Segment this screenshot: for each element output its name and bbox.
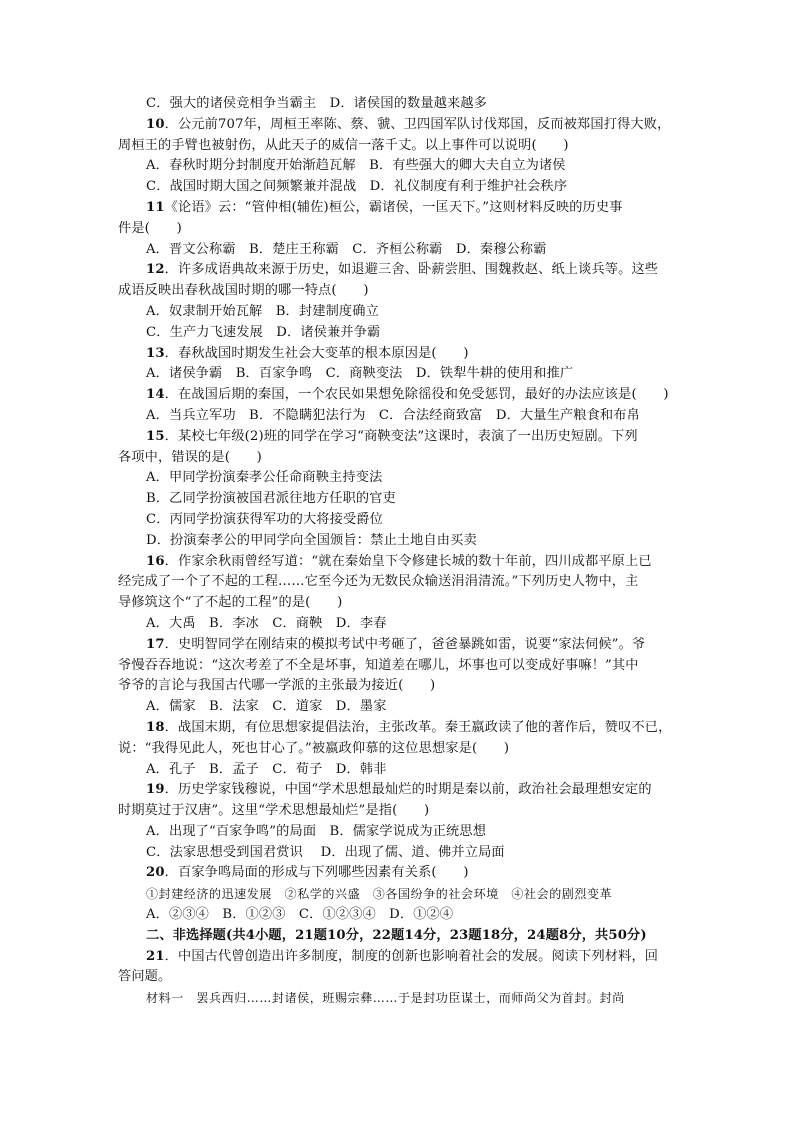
question-number: 11	[146, 199, 165, 215]
text-line	[118, 468, 678, 489]
question-14-line	[118, 385, 678, 406]
text-line	[118, 656, 678, 677]
question-number: 13	[146, 345, 165, 361]
line-text: ．春秋战国时期发生社会大变革的根本原因是( )	[164, 345, 469, 361]
question-19-line	[118, 780, 678, 801]
exam-page	[118, 94, 678, 1009]
line-text: 材料一 罢兵西归……封诸侯，班赐宗彝……于是封功臣谋士，而师尚父为首封。封尚	[146, 991, 625, 1006]
text-line	[118, 697, 678, 718]
question-15-line	[118, 427, 678, 448]
line-text: A．儒家 B．法家 C．道家 D．墨家	[146, 699, 387, 715]
text-line	[118, 572, 678, 593]
text-line	[118, 510, 678, 531]
text-line	[118, 905, 678, 926]
text-line	[118, 967, 678, 988]
text-line	[118, 988, 678, 1009]
line-text: 成语反映出春秋战国时期的哪一特点( )	[118, 283, 369, 299]
question-number: 12	[146, 262, 165, 278]
text-line	[118, 94, 678, 115]
text-line	[118, 302, 678, 323]
line-text: ．中国古代曾创造出许多制度，制度的创新也影响着社会的发展。阅读下列材料，回	[164, 948, 659, 964]
text-line	[118, 364, 678, 385]
line-text: ．百家争鸣局面的形成与下列哪些因素有关系( )	[164, 865, 469, 881]
line-text: A．春秋时期分封制度开始渐趋瓦解 B．有些强大的卿大夫自立为诸侯	[146, 158, 566, 174]
line-text: C．强大的诸侯竞相争当霸主 D．诸侯国的数量越来越多	[146, 96, 488, 111]
line-text: ．作家余秋雨曾经写道：“就在秦始皇下令修建长城的数十年前，四川成都平原上已	[164, 553, 652, 569]
text-line	[118, 489, 678, 510]
text-line	[118, 531, 678, 552]
text-line	[118, 822, 678, 843]
question-number: 10	[146, 116, 165, 132]
line-text: 件是( )	[118, 220, 182, 236]
line-text: A．②③④ B．①②③ C．①②③④ D．①②④	[146, 907, 454, 923]
line-text: A．出现了“百家争鸣”的局面 B．儒家学说成为正统思想	[146, 823, 487, 839]
line-text: 《论语》云：“管仲相(辅佐)桓公，霸诸侯，一匡天下。”这则材料反映的历史事	[164, 199, 623, 215]
question-12-line	[118, 260, 678, 281]
question-20-line	[118, 863, 678, 884]
question-17-line	[118, 635, 678, 656]
line-text: 答问题。	[118, 969, 172, 985]
line-text: ①封建经济的迅速发展 ②私学的兴盛 ③各国纷争的社会环境 ④社会的剧烈变革	[146, 887, 613, 902]
line-text: A．当兵立军功 B．不隐瞒犯法行为 C．合法经商致富 D．大量生产粮食和布帛	[146, 407, 640, 423]
text-line	[118, 926, 678, 947]
question-number: 14	[146, 387, 165, 403]
line-text: 时期莫过于汉唐”。这里“学术思想最灿烂”是指( )	[118, 803, 430, 819]
text-line	[118, 177, 678, 198]
text-line	[118, 323, 678, 344]
line-text: 经完成了一个了不起的工程……它至今还为无数民众输送涓涓清流。”下列历史人物中，主	[118, 574, 639, 590]
line-text: ．在战国后期的秦国，一个农民如果想免除徭役和免受惩罚，最好的办法应该是( )	[164, 387, 669, 403]
line-text: 导修筑这个“了不起的工程”的是( )	[118, 595, 343, 611]
text-line	[118, 219, 678, 240]
line-text: 二、非选择题(共4小题，21题10分，22题14分，23题18分，24题8分，共50分)	[146, 927, 647, 943]
line-text: C．法家思想受到国君赏识 D．出现了儒、道、佛并立局面	[146, 844, 505, 860]
text-line	[118, 614, 678, 635]
question-number: 19	[146, 782, 165, 798]
line-text: A．诸侯争霸 B．百家争鸣 C．商鞅变法 D．铁犁牛耕的使用和推广	[146, 366, 574, 382]
question-11-line	[118, 198, 678, 219]
text-line	[118, 843, 678, 864]
line-text: 说：“我得见此人，死也甘心了。”被嬴政仰慕的这位思想家是( )	[118, 740, 510, 756]
line-text: B．乙同学扮演被国君派往地方任职的官吏	[146, 491, 396, 507]
question-number: 17	[146, 636, 165, 652]
text-line	[118, 593, 678, 614]
line-text: A．晋文公称霸 B．楚庄王称霸 C．齐桓公称霸 D．秦穆公称霸	[146, 241, 547, 257]
text-line	[118, 406, 678, 427]
question-number: 18	[146, 719, 165, 735]
line-text: C．丙同学扮演获得军功的大将接受爵位	[146, 511, 383, 527]
line-text: A．奴隶制开始瓦解 B．封建制度确立	[146, 303, 379, 319]
line-text: C．战国时期大国之间频繁兼并混战 D．礼仪制度有利于维护社会秩序	[146, 179, 568, 195]
question-number: 15	[146, 428, 165, 444]
text-line	[118, 760, 678, 781]
text-line	[118, 240, 678, 261]
line-text: A．大禹 B．李冰 C．商鞅 D．李春	[146, 615, 387, 631]
text-line	[118, 281, 678, 302]
line-text: D．扮演秦孝公的甲同学向全国颁旨：禁止土地自由买卖	[146, 532, 477, 548]
text-line	[118, 448, 678, 469]
line-text: C．生产力飞速发展 D．诸侯兼并争霸	[146, 324, 381, 340]
text-line	[118, 884, 678, 905]
line-text: ．史明智同学在刚结束的模拟考试中考砸了，爸爸暴跳如雷，说要“家法伺候”。爷	[164, 636, 646, 652]
question-number: 20	[146, 865, 165, 881]
line-text: A．孔子 B．孟子 C．荀子 D．韩非	[146, 761, 387, 777]
question-10-line	[118, 115, 678, 136]
question-13-line	[118, 344, 678, 365]
text-line	[118, 136, 678, 157]
line-text: 爷爷的言论与我国古代哪一学派的主张最为接近( )	[118, 678, 436, 694]
line-text: A．甲同学扮演秦孝公任命商鞅主持变法	[146, 470, 383, 486]
question-16-line	[118, 552, 678, 573]
question-21-line	[118, 947, 678, 968]
text-line	[118, 801, 678, 822]
line-text: ．公元前707年，周桓王率陈、蔡、虢、卫四国军队讨伐郑国，反而被郑国打得大败，	[164, 116, 671, 132]
line-text: 各项中，错误的是( )	[118, 449, 262, 465]
text-line	[118, 156, 678, 177]
line-text: ．某校七年级(2)班的同学在学习“商鞅变法”这课时，表演了一出历史短剧。下列	[164, 428, 638, 444]
line-text: 爷慢吞吞地说：“这次考差了不全是坏事，知道差在哪儿，坏事也可以变成好事嘛！”其中	[118, 657, 639, 673]
line-text: 周桓王的手臂也被射伤，从此天子的威信一落千丈。以上事件可以说明( )	[118, 137, 569, 153]
line-text: ．战国末期，有位思想家提倡法治，主张改革。秦王嬴政读了他的著作后，赞叹不已，	[164, 719, 672, 735]
text-line	[118, 676, 678, 697]
question-18-line	[118, 718, 678, 739]
question-number: 16	[146, 553, 165, 569]
text-line	[118, 739, 678, 760]
line-text: ．许多成语典故来源于历史，如退避三舍、卧薪尝胆、围魏救赵、纸上谈兵等。这些	[164, 262, 659, 278]
line-text: ．历史学家钱穆说，中国“学术思想最灿烂的时期是秦以前，政治社会最理想安定的	[164, 782, 652, 798]
question-number: 21	[146, 948, 165, 964]
